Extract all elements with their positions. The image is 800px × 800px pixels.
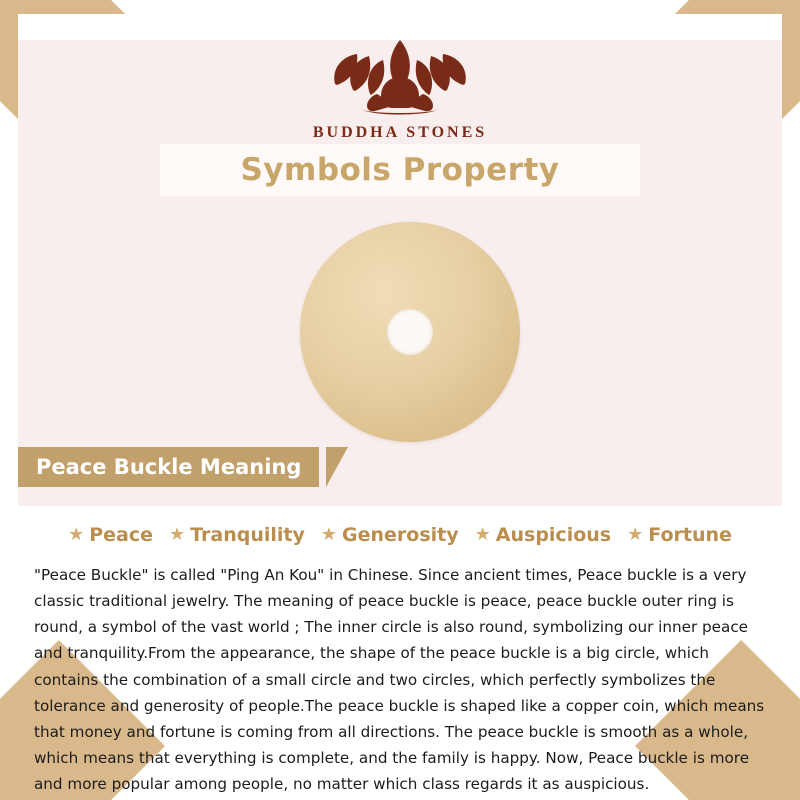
peace-buckle-disc	[300, 222, 520, 442]
star-icon: ★	[474, 524, 491, 545]
keyword-label: Tranquility	[190, 524, 305, 546]
star-icon: ★	[320, 524, 338, 545]
brand-logo-block	[0, 22, 800, 142]
keyword-list	[0, 524, 800, 546]
section-label-text: Peace Buckle Meaning	[36, 455, 302, 479]
keyword-item	[169, 524, 305, 546]
brand-name: BUDDHA STONES	[312, 124, 488, 141]
description-paragraph: "Peace Buckle" is called "Ping An Kou" in Chinese. Since ancient times, Peace buckle is a very classic traditional jewelry. The meaning of peace buckle is peace, peace buckle outer ring is round, a symbol of the vast world ; The inner circle is also round, symbolizing our inner peace and tranquility.From the appearance, the shape of the peace buckle is a big circle, which contains the combination of a small circle and two circles, which perfectly symbolizes the tolerance and generosity of people.The peace buckle is shaped like a copper coin, which means that money and fortune is coming from all directions. The peace buckle is smooth as a whole, which means that everything is complete, and the family is happy. Now, Peace buckle is more and more popular among people, no matter which class regards it as auspicious.	[34, 566, 765, 794]
keyword-label: Fortune	[648, 524, 732, 546]
keyword-label: Generosity	[342, 524, 459, 546]
keyword-item	[475, 524, 611, 546]
keyword-item	[68, 524, 153, 546]
peace-buckle-center-hole	[387, 309, 433, 355]
peace-buckle-image	[300, 222, 520, 442]
lotus-meditation-icon	[315, 22, 485, 118]
star-icon: ★	[627, 524, 644, 545]
keyword-label: Peace	[89, 524, 154, 546]
keyword-label: Auspicious	[495, 524, 612, 546]
star-icon: ★	[68, 524, 85, 545]
keyword-item	[321, 524, 459, 546]
keyword-item	[627, 524, 732, 546]
page-title: Symbols Property	[240, 152, 560, 188]
section-label-ribbon	[18, 447, 319, 487]
ribbon-tail-shape	[326, 447, 348, 487]
title-banner	[160, 144, 640, 196]
star-icon: ★	[169, 524, 186, 545]
